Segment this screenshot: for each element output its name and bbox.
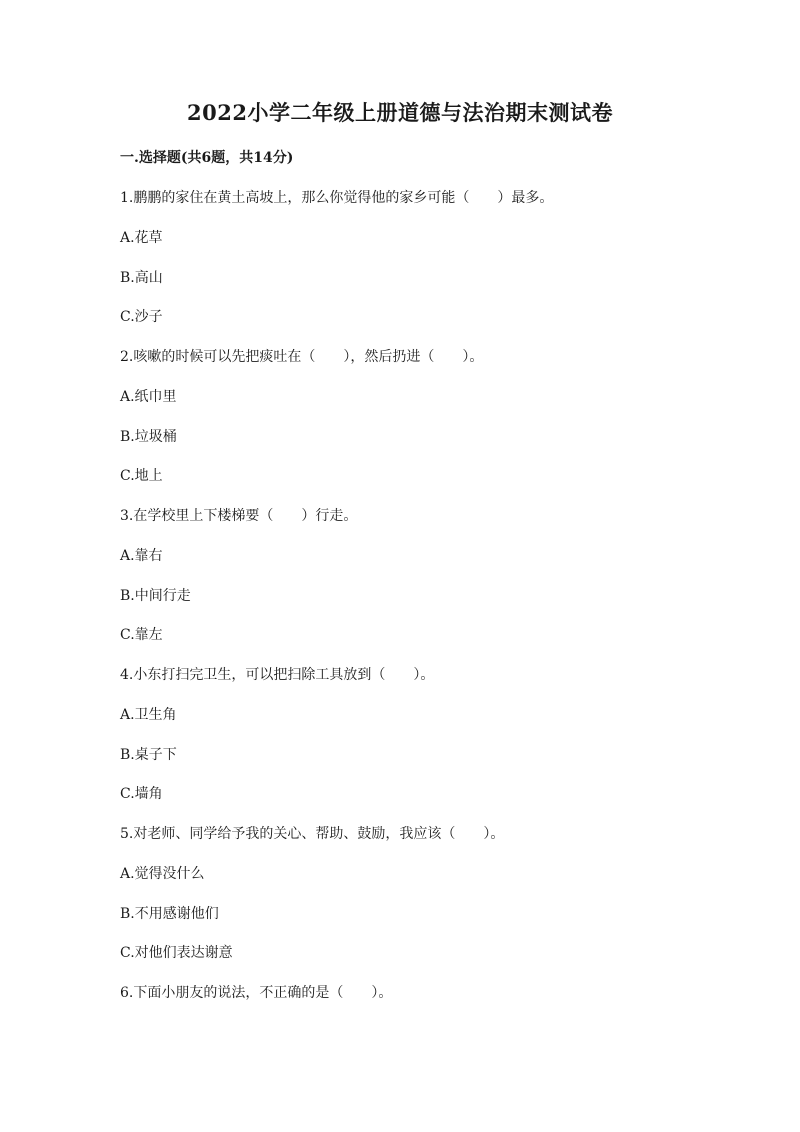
question-3-option-a: A.靠右 (120, 547, 163, 564)
question-4-option-c: C.墙角 (120, 786, 163, 803)
question-4-option-b: B.桌子下 (120, 746, 177, 763)
question-2-option-c: C.地上 (120, 468, 163, 485)
question-1-option-c: C.沙子 (120, 309, 163, 326)
page-title: 2022小学二年级上册道德与法治期末测试卷 (187, 100, 613, 125)
question-1-option-a: A.花草 (120, 229, 163, 246)
question-stem-5: 5.对老师、同学给予我的关心、帮助、鼓励，我应该（ ）。 (120, 826, 505, 842)
question-3-option-c: C.靠左 (120, 627, 163, 644)
question-5-option-c: C.对他们表达谢意 (120, 945, 233, 962)
question-stem-4: 4.小东打扫完卫生，可以把扫除工具放到（ ）。 (120, 667, 435, 683)
section-heading: 一.选择题(共6题，共14分) (120, 150, 294, 166)
question-2-option-a: A.纸巾里 (120, 388, 177, 405)
question-3-option-b: B.中间行走 (120, 587, 191, 604)
question-4-option-a: A.卫生角 (120, 706, 177, 723)
question-stem-2: 2.咳嗽的时候可以先把痰吐在（ ），然后扔进（ ）。 (120, 349, 484, 365)
question-stem-3: 3.在学校里上下楼梯要（ ）行走。 (120, 508, 358, 524)
question-5-option-b: B.不用感谢他们 (120, 905, 219, 922)
question-stem-6: 6.下面小朋友的说法，不正确的是（ ）。 (120, 985, 393, 1001)
question-5-option-a: A.觉得没什么 (120, 865, 205, 882)
question-stem-1: 1.鹏鹏的家住在黄土高坡上，那么你觉得他的家乡可能（ ）最多。 (120, 190, 554, 206)
question-2-option-b: B.垃圾桶 (120, 428, 177, 445)
question-1-option-b: B.高山 (120, 269, 163, 286)
question-list (120, 188, 740, 1023)
